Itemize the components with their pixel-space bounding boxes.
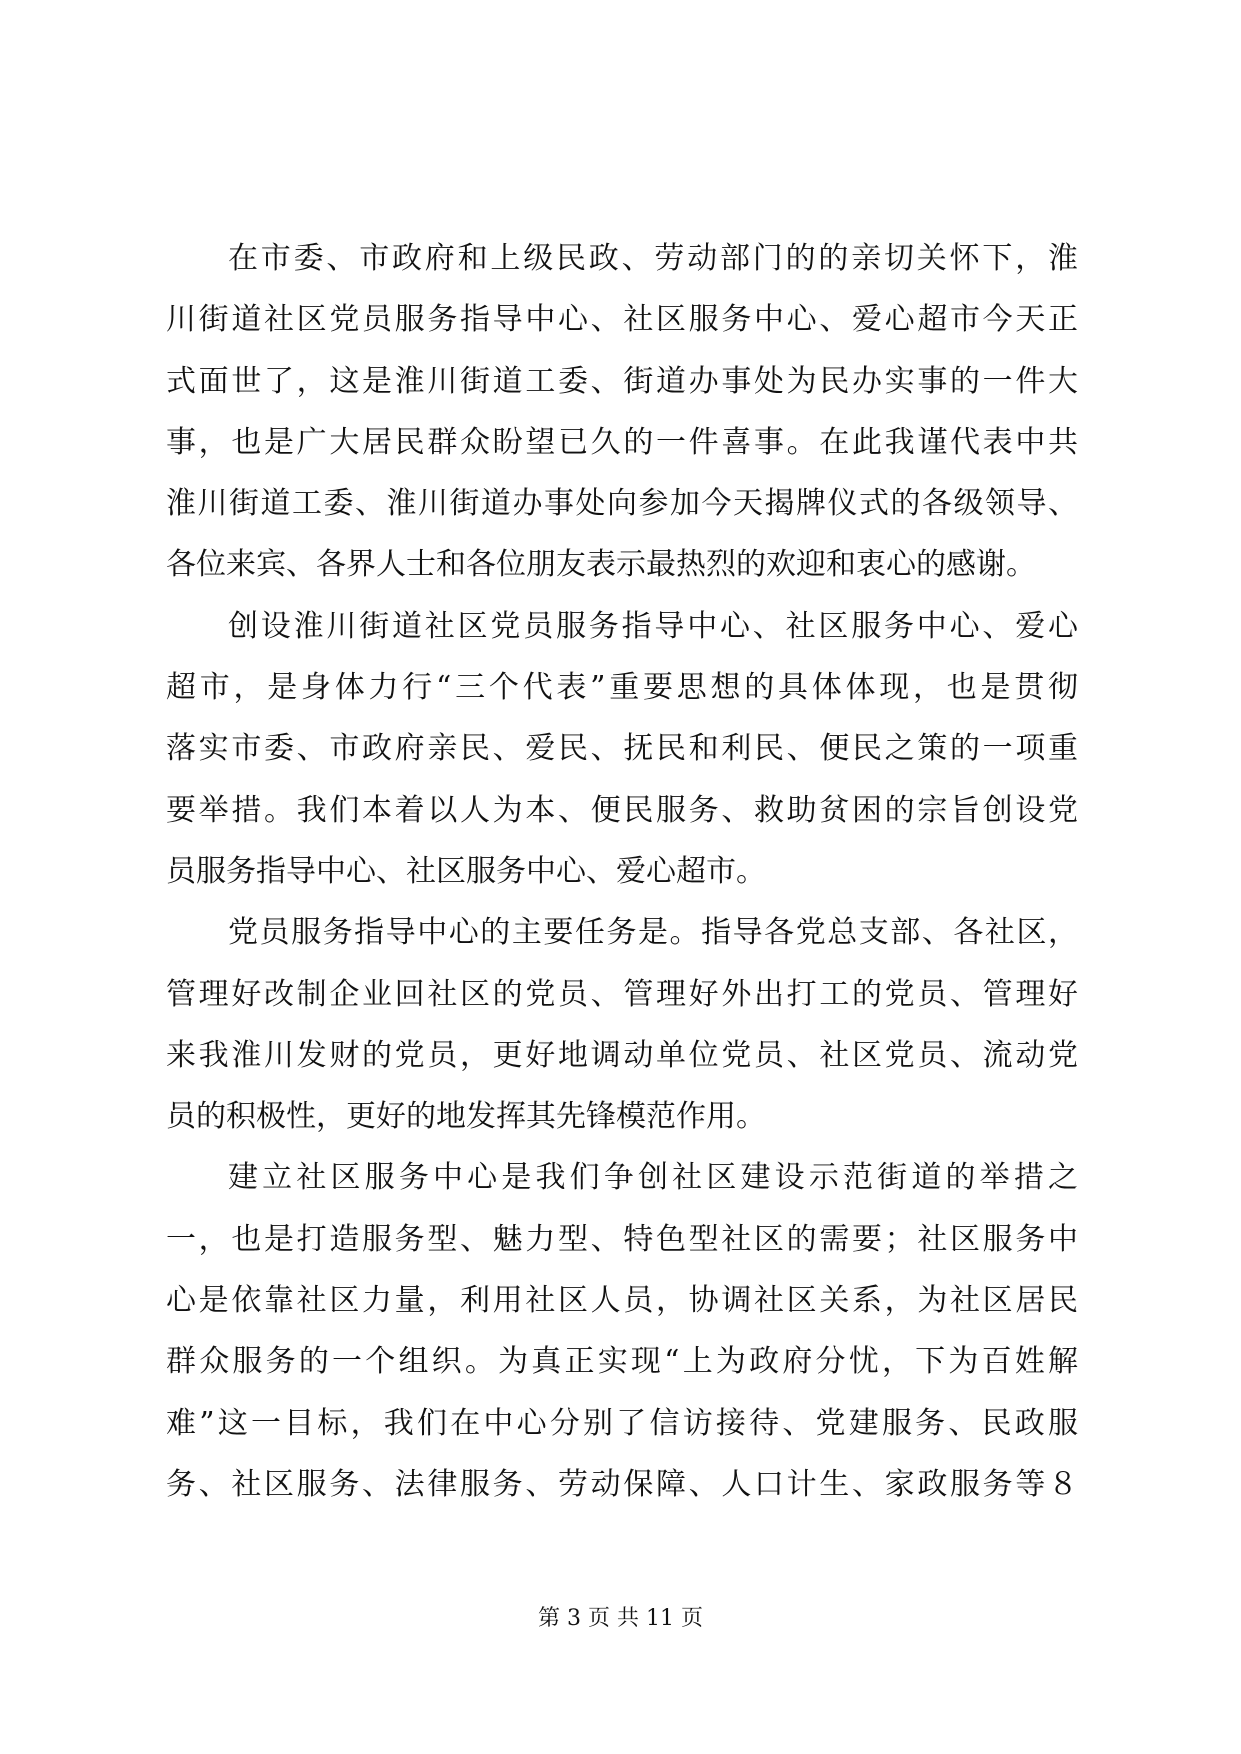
text-line: 淮川街道工委、淮川街道办事处向参加今天揭牌仪式的各级领导、 [166, 486, 1078, 522]
text-line: 超市，是身体力行“三个代表”重要思想的具体体现，也是贯彻 [166, 670, 1078, 706]
text-line: 难”这一目标，我们在中心分别了信访接待、党建服务、民政服 [166, 1405, 1078, 1441]
text-line: 来我淮川发财的党员，更好地调动单位党员、社区党员、流动党 [166, 1037, 1078, 1073]
text-line: 务、社区服务、法律服务、劳动保障、人口计生、家政服务等８ [166, 1466, 1078, 1502]
body-text [166, 228, 1078, 1515]
text-line: 员的积极性，更好的地发挥其先锋模范作用。 [166, 1099, 766, 1135]
text-line: 心是依靠社区力量，利用社区人员，协调社区关系，为社区居民 [166, 1283, 1078, 1319]
text-line: 各位来宾、各界人士和各位朋友表示最热烈的欢迎和衷心的感谢。 [166, 547, 1036, 583]
text-line: 群众服务的一个组织。为真正实现“上为政府分忧，下为百姓解 [166, 1344, 1078, 1380]
text-line: 员服务指导中心、社区服务中心、爱心超市。 [166, 853, 766, 889]
text-line: 川街道社区党员服务指导中心、社区服务中心、爱心超市今天正 [166, 302, 1078, 338]
text-line: 在市委、市政府和上级民政、劳动部门的的亲切关怀下，淮 [228, 241, 1078, 276]
text-line: 党员服务指导中心的主要任务是。指导各党总支部、各社区， [228, 915, 1078, 951]
text-line: 创设淮川街道社区党员服务指导中心、社区服务中心、爱心 [228, 608, 1078, 644]
text-line: 一，也是打造服务型、魅力型、特色型社区的需要；社区服务中 [166, 1221, 1078, 1257]
text-line: 式面世了，这是淮川街道工委、街道办事处为民办实事的一件大 [166, 363, 1078, 399]
page-number-footer: 第 3 页 共 11 页 [538, 1606, 703, 1631]
text-line: 事，也是广大居民群众盼望已久的一件喜事。在此我谨代表中共 [166, 424, 1078, 460]
text-line: 要举措。我们本着以人为本、便民服务、救助贫困的宗旨创设党 [166, 792, 1078, 828]
text-line: 建立社区服务中心是我们争创社区建设示范街道的举措之 [228, 1160, 1078, 1196]
text-line: 管理好改制企业回社区的党员、管理好外出打工的党员、管理好 [166, 976, 1078, 1012]
text-line: 落实市委、市政府亲民、爱民、抚民和利民、便民之策的一项重 [166, 731, 1078, 767]
